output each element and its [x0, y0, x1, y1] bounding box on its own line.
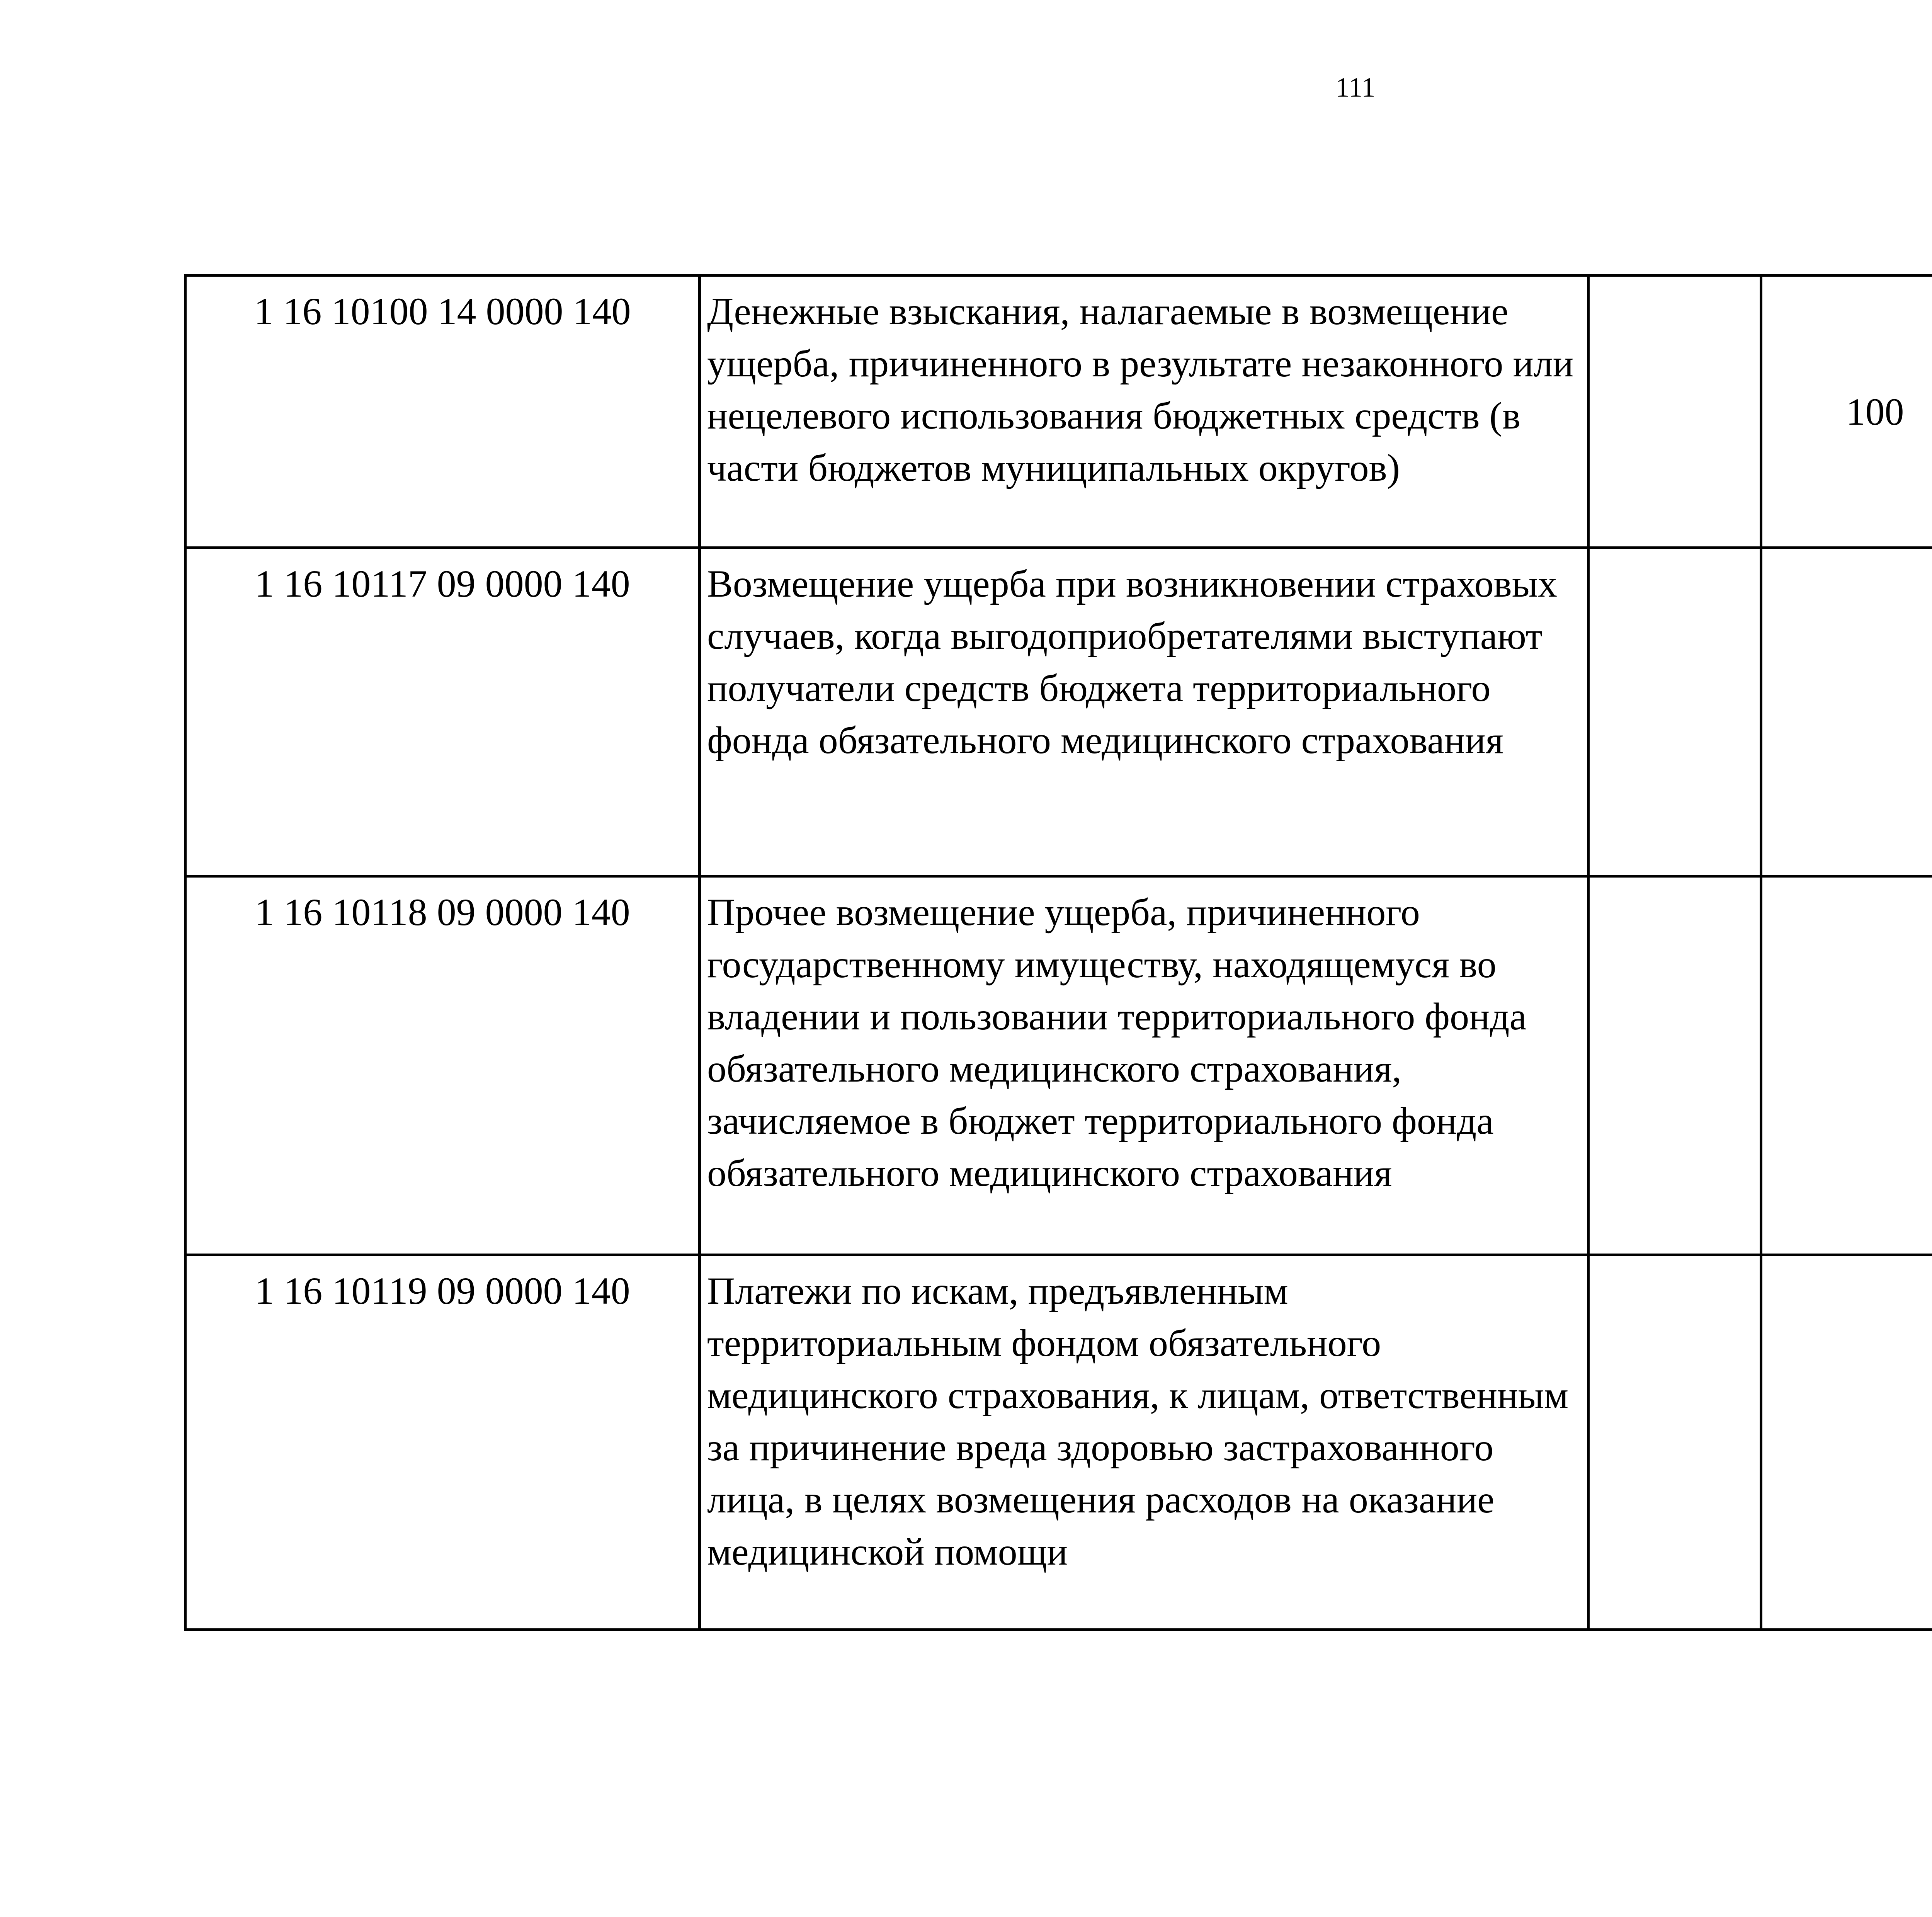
table-row [185, 1255, 1932, 1630]
description-cell: Платежи по искам, предъявленным территориальным фондом обязательного медицинского страхования, к лицам, ответственным за причинение вреда здоровью застрахованного лица, в целях возмещения расходов на оказание медицинской помощи [700, 1255, 1588, 1630]
value-cell-1 [1588, 876, 1761, 1255]
value-cell-1 [1588, 1255, 1761, 1630]
value-cell-1 [1588, 276, 1761, 548]
description-cell: Возмещение ущерба при возникновении страховых случаев, когда выгодоприобретателями выступают получатели средств бюджета территориального фонда обязательного медицинского страхования [700, 548, 1588, 876]
value-cell-2 [1761, 876, 1932, 1255]
description-cell: Денежные взыскания, налагаемые в возмещение ущерба, причиненного в результате незаконного или нецелевого использования бюджетных средств (в части бюджетов муниципальных округов) [700, 276, 1588, 548]
income-code-cell: 1 16 10119 09 0000 140 [185, 1255, 700, 1630]
value-cell-2 [1761, 548, 1932, 876]
value-cell-2 [1761, 1255, 1932, 1630]
description-cell: Прочее возмещение ущерба, причиненного государственному имуществу, находящемуся во владении и пользовании территориального фонда обязательного медицинского страхования, зачисляемое в бюджет территориального фонда обязательного медицинского страхования [700, 876, 1588, 1255]
table-row [185, 276, 1932, 548]
value-cell-1 [1588, 548, 1761, 876]
value-cell-2: 100 [1761, 276, 1932, 548]
page-number: 111 [1335, 72, 1376, 103]
table-row [185, 876, 1932, 1255]
income-code-cell: 1 16 10118 09 0000 140 [185, 876, 700, 1255]
budget-classification-table [184, 274, 1932, 1631]
income-code-cell: 1 16 10117 09 0000 140 [185, 548, 700, 876]
income-code-cell: 1 16 10100 14 0000 140 [185, 276, 700, 548]
table-row [185, 548, 1932, 876]
